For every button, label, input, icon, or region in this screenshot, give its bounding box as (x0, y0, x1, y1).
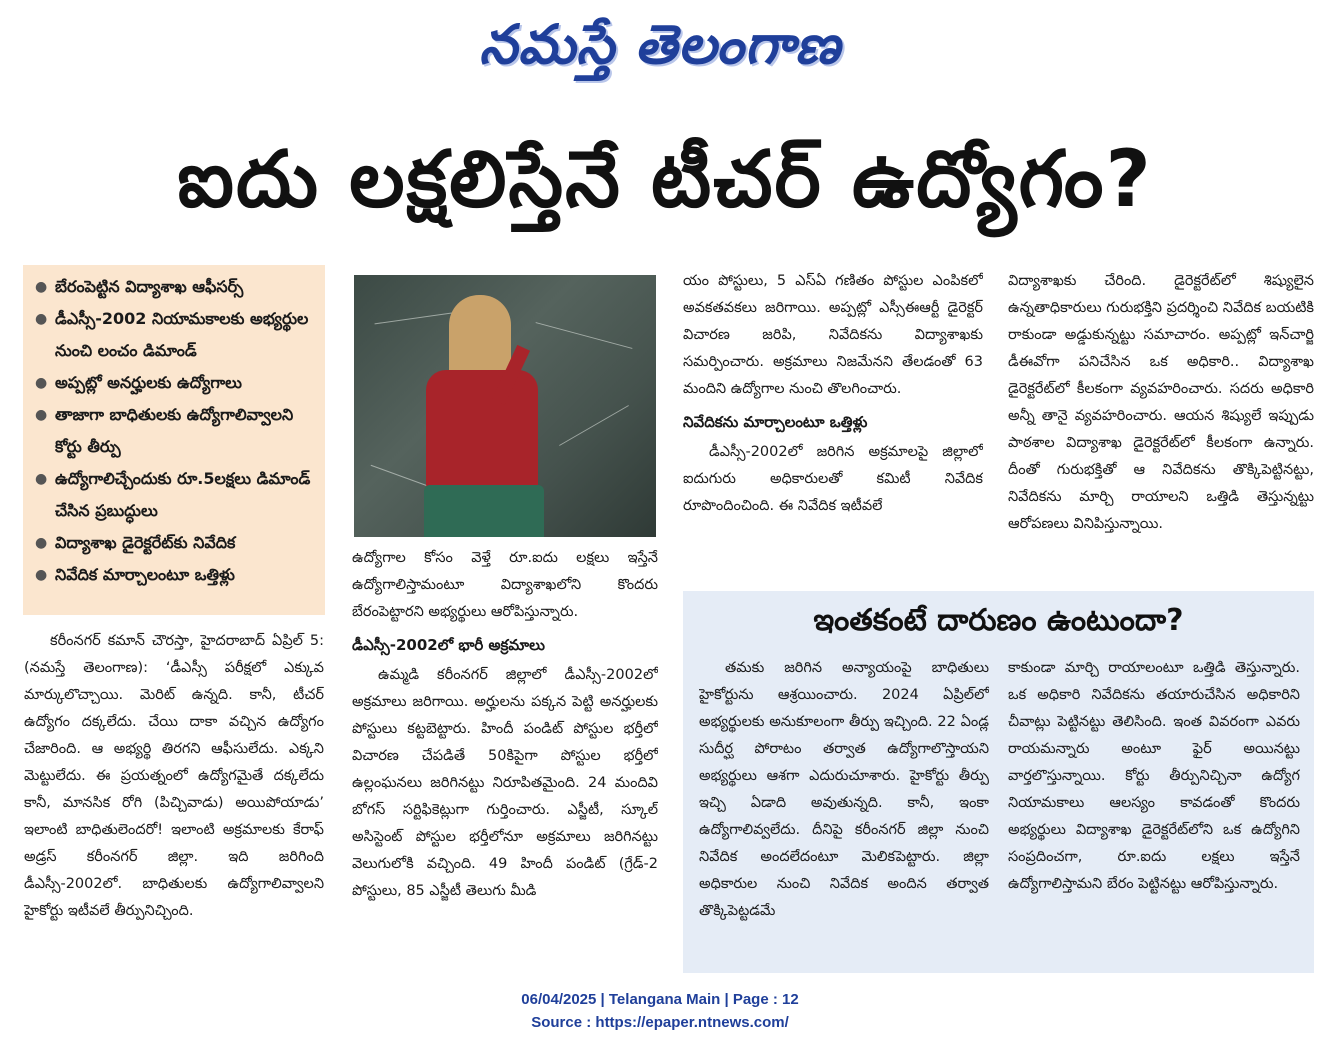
article-paragraph: కరీంనగర్ కమాన్ చౌరస్తా, హైదరాబాద్ ఏప్రిల్ 5: (నమస్తే తెలంగాణ): ‘డీఎస్సీ పరీక్షలో ఎక్కువ మార్కులొచ్చాయి. మెరిట్ ఉన్నది. కానీ, టీచర్ ఉద్యోగం దక్కలేదు. చేయి దాకా వచ్చిన ఉద్యోగం చేజారింది. ఆ అభ్యర్థి తిరగని ఆఫీసులేదు. ఎక్కని మెట్టులేదు. ఈ ప్రయత్నంలో ఉద్యోగమైతే దక్కలేదు కానీ, మానసిక రోగి (పిచ్చివాడు) అయిపోయాడు’ ఇలాంటి బాధితులెందరో! ఇలాంటి అక్రమాలకు కేరాఫ్ అడ్రస్ కరీంనగర్ జిల్లా. ఇది జరిగింది డీఎస్సీ-2002లో. బాధితులకు ఉద్యోగాలివ్వాలని హైకోర్టు ఇటీవలే తీర్పునిచ్చింది. (24, 633, 324, 919)
masthead-logo: నమస్తే తెలంగాణ (479, 12, 841, 76)
article-column-3 (683, 268, 983, 573)
sidebar-box (683, 591, 1314, 973)
highlights-list (33, 271, 319, 591)
sweater-shape (426, 370, 538, 490)
skirt-shape (424, 485, 544, 537)
bullet-icon: ● (35, 471, 48, 487)
headline: ఐదు లక్షలిస్తేనే టీచర్ ఉద్యోగం? (177, 135, 1153, 225)
footer-source-link[interactable]: Source : https://epaper.ntnews.com/ (531, 1014, 789, 1031)
article-column-1 (24, 628, 324, 958)
sidebar-title: ఇంతకంటే దారుణం ఉంటుందా? (813, 603, 1184, 638)
footer-date-line: 06/04/2025 | Telangana Main | Page : 12 (521, 991, 799, 1008)
chalk-line (559, 405, 629, 446)
article-column-2 (352, 545, 658, 965)
highlight-item: ● అప్పట్లో అనర్హులకు ఉద్యోగాలు (33, 367, 319, 399)
highlight-item: ● డీఎస్సీ-2002 నియామకాలకు అభ్యర్థుల నుంచి లంచం డిమాండ్ (33, 303, 319, 367)
highlight-item: ● ఉద్యోగాలిచ్చేందుకు రూ.5లక్షలు డిమాండ్ చేసిన ప్రబుద్ధులు (33, 463, 319, 527)
highlight-item: ● నివేదిక మార్చాలంటూ ఒత్తిళ్లు (33, 559, 319, 591)
article-paragraph: విద్యాశాఖకు చేరింది. డైరెక్టరేట్‌లో శిష్యులైన ఉన్నతాధికారులు గురుభక్తిని ప్రదర్శించి నివేదిక బయటికి రాకుండా అడ్డుకున్నట్టు సమాచారం. అప్పట్లో ఇన్‌చార్జి డీఈవోగా పనిచేసిన ఒక అధికారి.. విద్యాశాఖ డైరెక్టరేట్‌లో కీలకంగా వ్యవహరించారు. సదరు అధికారి అన్నీ తానై వ్యవహరించారు. ఆయన శిష్యులే ఇప్పుడు పాఠశాల విద్యాశాఖ డైరెక్టరేట్‌లో కీలకంగా ఉన్నారు. దీంతో గురుభక్తితో ఆ నివేదికను తొక్కిపెట్టినట్టు, నివేదికను మార్చి రాయాలని ఒత్తిడి తెస్తున్నట్టు ఆరోపణలు వినిపిస్తున్నాయి. (1008, 273, 1314, 532)
highlight-item: ● తాజాగా బాధితులకు ఉద్యోగాలివ్వాలని కోర్టు తీర్పు (33, 399, 319, 463)
highlights-box (23, 265, 325, 615)
article-paragraph: ఉమ్మడి కరీంనగర్ జిల్లాలో డీఎస్సీ-2002లో అక్రమాలు జరిగాయి. అర్హులను పక్కన పెట్టి అనర్హులకు పోస్టులు కట్టబెట్టారు. హిందీ పండిట్ పోస్టుల భర్తీలో విచారణ చేపడితే 50కిపైగా పోస్టుల భర్తీలో ఉల్లంఘనలు జరిగినట్టు నిరూపితమైంది. 24 మందివి బోగస్ సర్టిఫికెట్లుగా గుర్తించారు. ఎస్జీటీ, స్కూల్ అసిస్టెంట్ పోస్టుల భర్తీలోనూ అక్రమాలు జరిగినట్టు వెలుగులోకి వచ్చింది. 49 హిందీ పండిట్ (గ్రేడ్-2 పోస్టులు, 85 ఎస్జీటీ తెలుగు మీడి (352, 667, 658, 899)
highlight-item: ● విద్యాశాఖ డైరెక్టరేట్‌కు నివేదిక (33, 527, 319, 559)
bullet-icon: ● (35, 279, 48, 295)
page-footer (0, 988, 1320, 1034)
subheading: నివేదికను మార్చాలంటూ ఒత్తిళ్లు (683, 413, 868, 431)
bullet-icon: ● (35, 375, 48, 391)
article-paragraph: తమకు జరిగిన అన్యాయంపై బాధితులు హైకోర్టును ఆశ్రయించారు. 2024 ఏప్రిల్‌లో అభ్యర్థులకు అనుకూలంగా తీర్పు ఇచ్చింది. 22 ఏండ్ల సుదీర్ఘ పోరాటం తర్వాత ఉద్యోగాలొస్తాయని అభ్యర్థులు ఆశగా ఎదురుచూశారు. హైకోర్టు తీర్పు ఇచ్చి ఏడాది అవుతున్నది. కానీ, ఇంకా ఉద్యోగాలివ్వలేదు. దీనిపై కరీంనగర్ జిల్లా నుంచి నివేదిక అందలేదంటూ మెలికపెట్టారు. జిల్లా అధికారుల నుంచి నివేదిక అందిన తర్వాత తొక్కిపెట్టడమే (699, 660, 989, 919)
highlight-item: ● బేరంపెట్టిన విద్యాశాఖ ఆఫీసర్స్ (33, 271, 319, 303)
bullet-icon: ● (35, 567, 48, 583)
subheading: డీఎస్సీ-2002లో భారీ అక్రమాలు (352, 636, 545, 654)
article-paragraph: యం పోస్టులు, 5 ఎస్ఏ గణితం పోస్టుల ఎంపికలో అవకతవకలు జరిగాయి. అప్పట్లో ఎస్సీఈఆర్టీ డైరెక్టర్ విచారణ జరిపి, నివేదికను విద్యాశాఖకు సమర్పించారు. అక్రమాలు నిజమేనని తేలడంతో 63 మందిని ఉద్యోగాల నుంచి తొలగించారు. (683, 273, 983, 397)
sidebar-column-left (699, 655, 989, 965)
bullet-icon: ● (35, 407, 48, 423)
teacher-photo (354, 275, 656, 537)
chalk-line (536, 322, 633, 349)
article-column-4 (1008, 268, 1314, 573)
sidebar-column-right (1008, 655, 1300, 965)
article-paragraph: డీఎస్సీ-2002లో జరిగిన అక్రమాలపై జిల్లాలో ఐదుగురు అధికారులతో కమిటీ నివేదిక రూపొందించింది. ఈ నివేదిక ఇటీవలే (683, 444, 983, 514)
chalk-line (371, 465, 428, 486)
article-paragraph: కాకుండా మార్చి రాయాలంటూ ఒత్తిడి తెస్తున్నారు. ఒక అధికారి నివేదికను తయారుచేసిన అధికారిని చీవాట్లు పెట్టినట్టు తెలిసింది. ఇంత వివరంగా ఎవరు రాయమన్నారు అంటూ ఫైర్ అయినట్టు వార్తలొస్తున్నాయి. కోర్టు తీర్పునిచ్చినా ఉద్యోగ నియామకాలు ఆలస్యం కావడంతో కొందరు అభ్యర్థులు విద్యాశాఖ డైరెక్టరేట్‌లోని ఒక ఉద్యోగిని సంప్రదించగా, రూ.ఐదు లక్షలు ఇస్తేనే ఉద్యోగాలిస్తామని బేరం పెట్టినట్టు ఆరోపిస్తున్నారు. (1008, 660, 1300, 892)
bullet-icon: ● (35, 311, 48, 327)
photo-caption: ఉద్యోగాల కోసం వెళ్తే రూ.ఐదు లక్షలు ఇస్తేనే ఉద్యోగాలిస్తామంటూ విద్యాశాఖలోని కొందరు బేరంపెట్టారని అభ్యర్థులు ఆరోపిస్తున్నారు. (352, 550, 658, 620)
bullet-icon: ● (35, 535, 48, 551)
